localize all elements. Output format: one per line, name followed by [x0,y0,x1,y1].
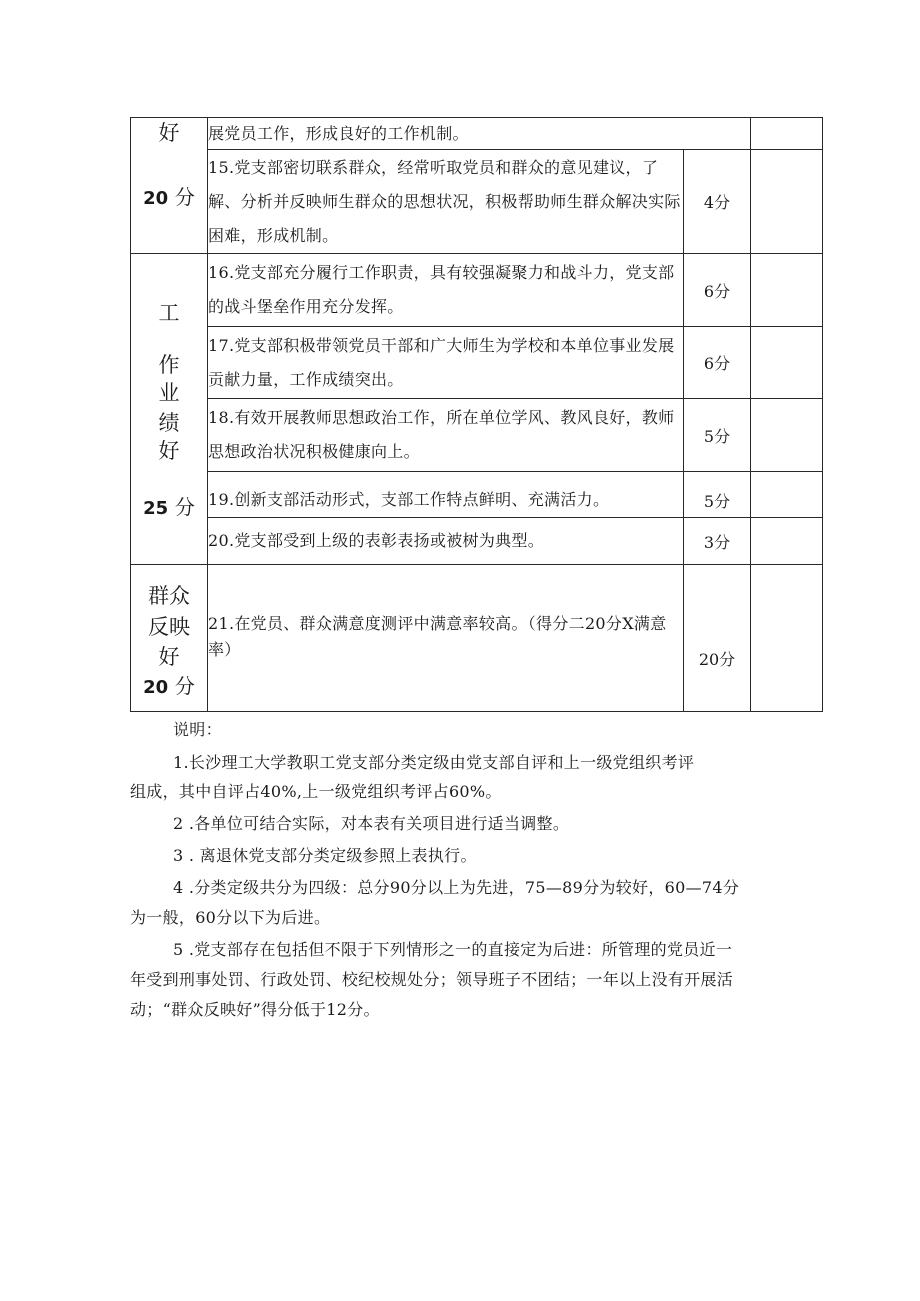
score-15: 4分 [684,150,751,254]
note-2: 2 .各单位可结合实际，对本表有关项目进行适当调整。 [173,814,570,833]
table-row [131,327,823,399]
blank-cell [751,327,823,399]
blank-cell [751,254,823,327]
category-char: 工 [158,301,180,325]
category-cell-work [131,254,208,565]
note-5-line1: 5 .党支部存在包括但不限于下列情形之一的直接定为后进：所管理的党员近一 [173,940,733,959]
item-17: 17.党支部积极带领党员干部和广大师生为学校和本单位事业发展贡献力量，工作成绩突出。 [208,327,684,399]
score-20: 3分 [684,518,751,565]
blank-cell [751,565,823,712]
category-points: 20 分 [143,185,195,209]
notes-heading: 说明： [173,720,222,739]
category-line: 群众 [148,584,190,608]
table-row [131,565,823,712]
table-row [131,118,823,150]
blank-cell [751,118,823,150]
item-15: 15.党支部密切联系群众，经常听取党员和群众的意见建议，了解、分析并反映师生群众的思想状况，积极帮助师生群众解决实际困难，形成机制。 [208,150,684,254]
table-row [131,399,823,472]
score-16: 6分 [684,254,751,327]
category-cell-mass [131,565,208,712]
note-1-line1: 1.长沙理工大学教职工党支部分类定级由党支部自评和上一级党组织考评 [173,753,695,772]
item-21: 21.在党员、群众满意度测评中满意率较高。（得分二20分X满意率） [208,565,684,712]
score-17: 6分 [684,327,751,399]
category-char: 绩 [158,411,180,435]
blank-cell [751,472,823,518]
score-19: 5分 [684,472,751,518]
score-18: 5分 [684,399,751,472]
category-points: 20 分 [143,674,195,698]
blank-cell [751,518,823,565]
blank-cell [751,399,823,472]
category-line: 好 [158,645,180,669]
score-21: 20分 [684,565,751,712]
category-tail: 好 [158,121,180,145]
blank-cell [751,150,823,254]
note-5-line3: 动；“群众反映好”得分低于12分。 [130,1000,380,1019]
category-char: 业 [158,381,180,405]
note-4-line1: 4 .分类定级共分为四级：总分90分以上为先进，75—89分为较好，60—74分 [173,878,740,897]
item-19: 19.创新支部活动形式，支部工作特点鲜明、充满活力。 [208,472,684,518]
table-row [131,150,823,254]
evaluation-table [130,117,823,712]
category-points: 25 分 [143,495,195,519]
table-row [131,518,823,565]
item-continuation: 展党员工作，形成良好的工作机制。 [208,118,751,150]
note-5-line2: 年受到刑事处罚、行政处罚、校纪校规处分；领导班子不团结；一年以上没有开展活 [130,970,734,989]
category-cell-service [131,118,208,254]
note-3: 3 . 离退休党支部分类定级参照上表执行。 [173,846,477,865]
category-line: 反映 [148,615,190,639]
item-16: 16.党支部充分履行工作职责，具有较强凝聚力和战斗力，党支部的战斗堡垒作用充分发挥。 [208,254,684,327]
note-1-line2: 组成，其中自评占40%,上一级党组织考评占60%。 [130,782,502,801]
item-18: 18.有效开展教师思想政治工作，所在单位学风、教风良好，教师思想政治状况积极健康向上。 [208,399,684,472]
category-char: 作 [158,353,180,377]
table-row [131,254,823,327]
note-4-line2: 为一般，60分以下为后进。 [130,908,331,927]
category-char: 好 [158,439,180,463]
table-row [131,472,823,518]
item-20: 20.党支部受到上级的表彰表扬或被树为典型。 [208,518,684,565]
